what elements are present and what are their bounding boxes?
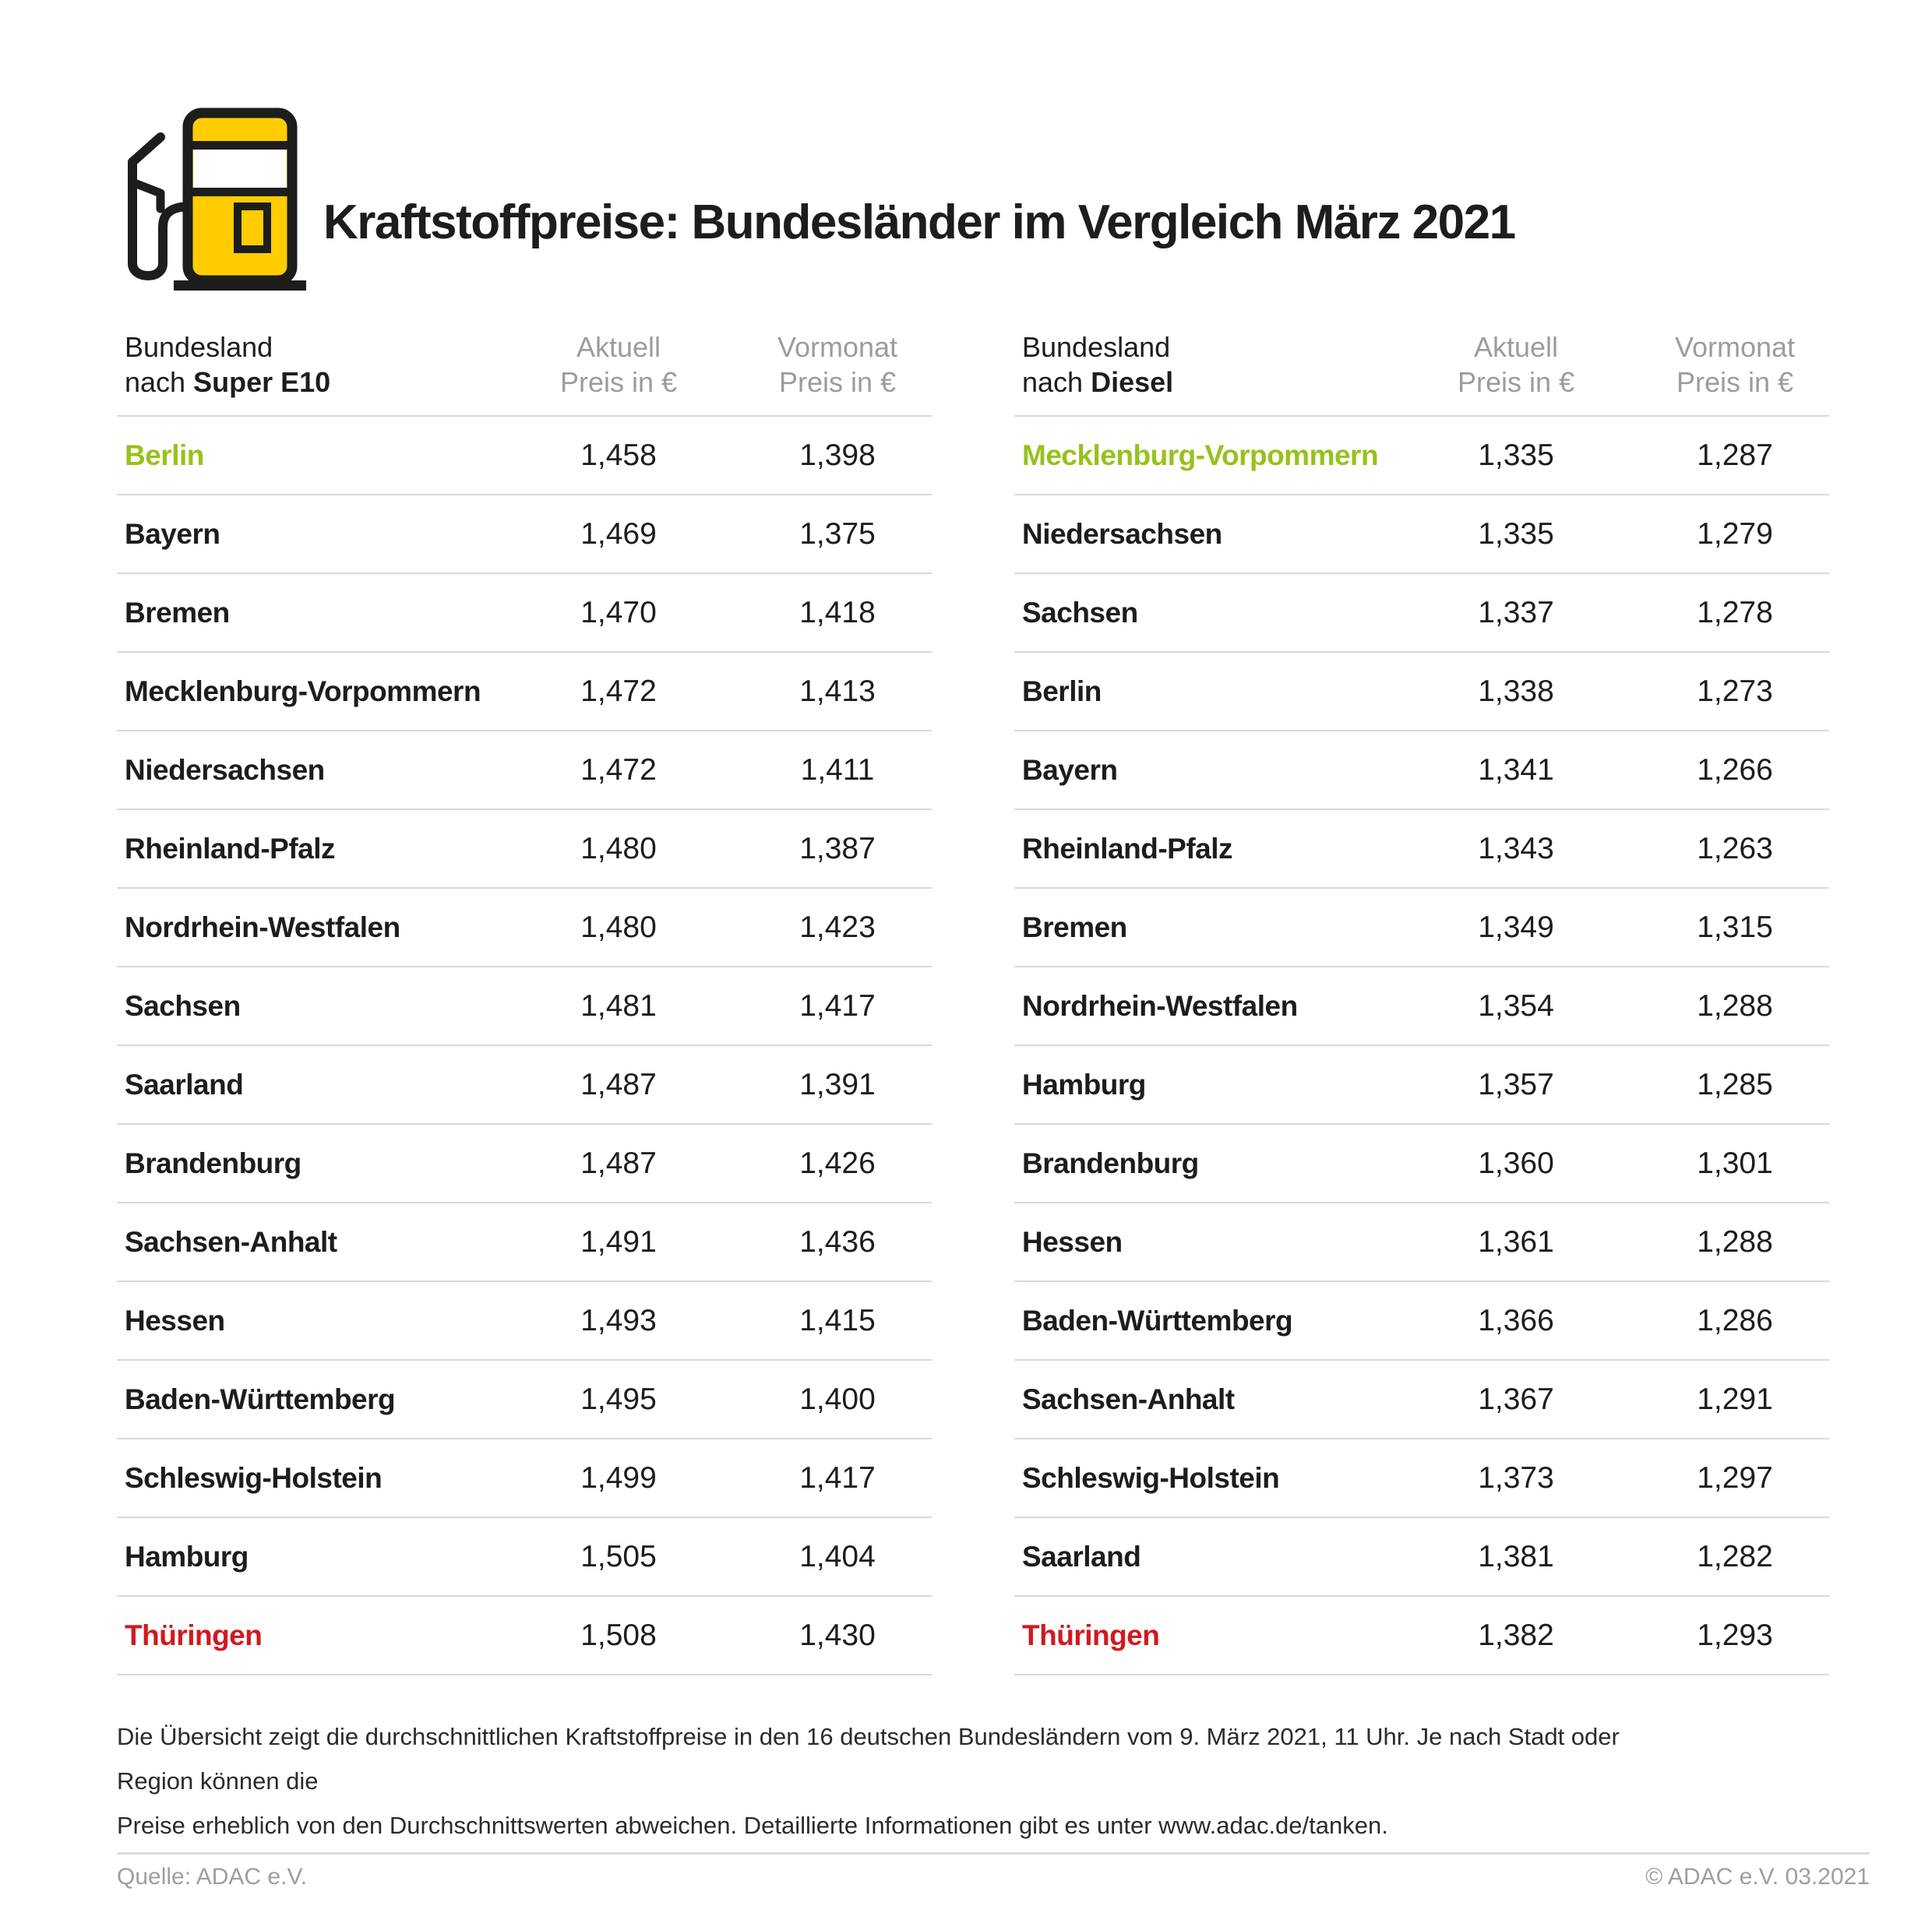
table-row — [117, 1282, 932, 1361]
bundesland-name: Rheinland-Pfalz — [125, 832, 336, 865]
table-row — [1014, 574, 1829, 653]
table-row — [117, 1597, 932, 1675]
vormonat-price: 1,413 — [799, 674, 876, 708]
table-header — [1014, 329, 1829, 417]
footer — [117, 1852, 1870, 1890]
bundesland-name: Mecklenburg-Vorpommern — [1022, 439, 1379, 471]
aktuell-price: 1,472 — [580, 752, 657, 787]
aktuell-price: 1,382 — [1478, 1618, 1554, 1652]
aktuell-price: 1,349 — [1478, 910, 1554, 944]
aktuell-price: 1,487 — [580, 1067, 657, 1101]
aktuell-price: 1,337 — [1478, 595, 1554, 629]
column-header-bundesland: Bundesland nach Super E10 — [125, 331, 331, 398]
table-row — [1014, 653, 1829, 731]
table-row — [1014, 1439, 1829, 1518]
vormonat-price: 1,411 — [800, 752, 875, 787]
bundesland-name: Nordrhein-Westfalen — [1022, 989, 1298, 1022]
column-header-bundesland: Bundesland nach Diesel — [1022, 331, 1174, 398]
footnote — [117, 1714, 1675, 1848]
table-row — [1014, 1046, 1829, 1125]
bundesland-name: Thüringen — [125, 1619, 263, 1651]
bundesland-name: Thüringen — [1022, 1619, 1160, 1651]
table-row — [117, 574, 932, 653]
bundesland-name: Nordrhein-Westfalen — [125, 911, 400, 943]
aktuell-price: 1,381 — [1478, 1539, 1554, 1573]
vormonat-price: 1,291 — [1697, 1382, 1773, 1416]
bundesland-name: Hamburg — [1022, 1068, 1146, 1101]
vormonat-price: 1,288 — [1697, 988, 1773, 1023]
table-row — [117, 1046, 932, 1125]
aktuell-price: 1,491 — [580, 1224, 657, 1259]
copyright-label: © ADAC e.V. 03.2021 — [1645, 1864, 1870, 1890]
bundesland-name: Sachsen-Anhalt — [1022, 1383, 1235, 1415]
table-row — [117, 1439, 932, 1518]
bundesland-name: Sachsen-Anhalt — [125, 1225, 337, 1258]
bundesland-name: Rheinland-Pfalz — [1022, 832, 1233, 865]
aktuell-price: 1,354 — [1478, 988, 1554, 1023]
footnote-line-2: Preise erheblich von den Durchschnittswerten abweichen. Detaillierte Informationen gibt es unter www.adac.de/tanken. — [117, 1812, 1388, 1839]
bundesland-name: Niedersachsen — [1022, 517, 1222, 550]
vormonat-price: 1,273 — [1697, 674, 1773, 708]
vormonat-price: 1,315 — [1697, 910, 1773, 944]
aktuell-price: 1,470 — [580, 595, 657, 629]
vormonat-price: 1,417 — [799, 1460, 876, 1495]
bundesland-name: Saarland — [125, 1068, 244, 1101]
vormonat-price: 1,415 — [799, 1303, 876, 1337]
vormonat-price: 1,430 — [799, 1618, 876, 1652]
aktuell-price: 1,458 — [580, 438, 657, 472]
vormonat-price: 1,418 — [799, 595, 876, 629]
table-diesel — [1014, 329, 1829, 1675]
table-super-e10 — [117, 329, 932, 1675]
vormonat-price: 1,426 — [799, 1146, 876, 1180]
vormonat-price: 1,288 — [1697, 1224, 1773, 1259]
bundesland-name: Brandenburg — [1022, 1147, 1199, 1179]
bundesland-name: Hessen — [125, 1304, 225, 1337]
column-header-vormonat: Vormonat Preis in € — [1674, 331, 1796, 398]
vormonat-price: 1,423 — [799, 910, 876, 944]
table-header — [117, 329, 932, 417]
vormonat-price: 1,404 — [799, 1539, 876, 1573]
table-row — [1014, 1361, 1829, 1439]
table-row — [1014, 731, 1829, 810]
aktuell-price: 1,338 — [1478, 674, 1554, 708]
vormonat-price: 1,282 — [1697, 1539, 1773, 1573]
table-row — [117, 889, 932, 967]
bundesland-name: Hamburg — [125, 1540, 249, 1573]
aktuell-price: 1,335 — [1478, 438, 1554, 472]
table-row — [1014, 889, 1829, 967]
bundesland-name: Sachsen — [1022, 596, 1138, 629]
aktuell-price: 1,357 — [1478, 1067, 1554, 1101]
aktuell-price: 1,493 — [580, 1303, 657, 1337]
table-row — [117, 1125, 932, 1203]
column-header-aktuell: Aktuell Preis in € — [559, 331, 678, 398]
bundesland-name: Schleswig-Holstein — [125, 1461, 383, 1494]
table-row — [1014, 417, 1829, 495]
bundesland-name: Schleswig-Holstein — [1022, 1461, 1280, 1494]
bundesland-name: Baden-Württemberg — [1022, 1304, 1293, 1337]
bundesland-name: Hessen — [1022, 1225, 1123, 1258]
vormonat-price: 1,286 — [1697, 1303, 1773, 1337]
table-row — [117, 1518, 932, 1597]
footnote-line-1: Die Übersicht zeigt die durchschnittlichen Kraftstoffpreise in den 16 deutschen Bundesländern vom 9. März 2021, 11 Uhr. Je nach Stadt oder Region können die — [117, 1723, 1620, 1795]
vormonat-price: 1,400 — [799, 1382, 876, 1416]
bundesland-name: Sachsen — [125, 989, 241, 1022]
table-row — [1014, 967, 1829, 1046]
pump-body — [188, 113, 292, 280]
aktuell-price: 1,469 — [580, 516, 657, 551]
aktuell-price: 1,367 — [1478, 1382, 1554, 1416]
aktuell-price: 1,373 — [1478, 1460, 1554, 1495]
table-row — [1014, 1597, 1829, 1675]
bundesland-name: Berlin — [125, 439, 204, 471]
pump-nozzle — [132, 137, 160, 162]
aktuell-price: 1,481 — [580, 988, 657, 1023]
bundesland-name: Brandenburg — [125, 1147, 301, 1179]
aktuell-price: 1,495 — [580, 1382, 657, 1416]
bundesland-name: Mecklenburg-Vorpommern — [125, 675, 481, 707]
vormonat-price: 1,436 — [799, 1224, 876, 1259]
aktuell-price: 1,341 — [1478, 752, 1554, 787]
table-row — [1014, 1203, 1829, 1282]
bundesland-name: Bayern — [125, 517, 220, 550]
column-header-aktuell: Aktuell Preis in € — [1457, 331, 1575, 398]
bundesland-name: Berlin — [1022, 675, 1102, 707]
table-row — [1014, 810, 1829, 889]
aktuell-price: 1,499 — [580, 1460, 657, 1495]
source-label: Quelle: ADAC e.V. — [117, 1864, 308, 1890]
vormonat-price: 1,266 — [1697, 752, 1773, 787]
table-row — [1014, 495, 1829, 574]
vormonat-price: 1,301 — [1697, 1146, 1773, 1180]
aktuell-price: 1,505 — [580, 1539, 657, 1573]
vormonat-price: 1,387 — [799, 831, 876, 865]
aktuell-price: 1,472 — [580, 674, 657, 708]
vormonat-price: 1,285 — [1697, 1067, 1773, 1101]
vormonat-price: 1,278 — [1697, 595, 1773, 629]
pump-display — [238, 206, 267, 249]
vormonat-price: 1,417 — [799, 988, 876, 1023]
table-row — [117, 967, 932, 1046]
vormonat-price: 1,263 — [1697, 831, 1773, 865]
vormonat-price: 1,375 — [799, 516, 876, 551]
bundesland-name: Baden-Württemberg — [125, 1383, 396, 1415]
vormonat-price: 1,287 — [1697, 438, 1773, 472]
bundesland-name: Saarland — [1022, 1540, 1141, 1573]
aktuell-price: 1,508 — [580, 1618, 657, 1652]
bundesland-name: Bremen — [125, 596, 230, 629]
fuel-pump-icon — [92, 107, 306, 291]
aktuell-price: 1,361 — [1478, 1224, 1554, 1259]
aktuell-price: 1,480 — [580, 910, 657, 944]
bundesland-name: Bremen — [1022, 911, 1127, 943]
aktuell-price: 1,343 — [1478, 831, 1554, 865]
table-row — [1014, 1125, 1829, 1203]
bundesland-name: Niedersachsen — [125, 753, 325, 786]
vormonat-price: 1,398 — [799, 438, 876, 472]
table-row — [117, 495, 932, 574]
table-row — [117, 417, 932, 495]
vormonat-price: 1,297 — [1697, 1460, 1773, 1495]
aktuell-price: 1,360 — [1478, 1146, 1554, 1180]
vormonat-price: 1,279 — [1697, 516, 1773, 551]
table-row — [1014, 1282, 1829, 1361]
aktuell-price: 1,335 — [1478, 516, 1554, 551]
vormonat-price: 1,293 — [1697, 1618, 1773, 1652]
table-row — [117, 1361, 932, 1439]
table-row — [117, 731, 932, 810]
table-row — [117, 1203, 932, 1282]
aktuell-price: 1,480 — [580, 831, 657, 865]
page-title: Kraftstoffpreise: Bundesländer im Vergleich März 2021 — [323, 196, 1515, 249]
table-row — [117, 653, 932, 731]
vormonat-price: 1,391 — [799, 1067, 876, 1101]
aktuell-price: 1,487 — [580, 1146, 657, 1180]
table-row — [117, 810, 932, 889]
aktuell-price: 1,366 — [1478, 1303, 1554, 1337]
brand-header — [0, 0, 1932, 292]
pump-white-band — [193, 150, 287, 188]
table-row — [1014, 1518, 1829, 1597]
column-header-vormonat: Vormonat Preis in € — [777, 331, 898, 398]
pump-hose — [132, 162, 188, 276]
price-tables — [117, 329, 1932, 1675]
bundesland-name: Bayern — [1022, 753, 1118, 786]
